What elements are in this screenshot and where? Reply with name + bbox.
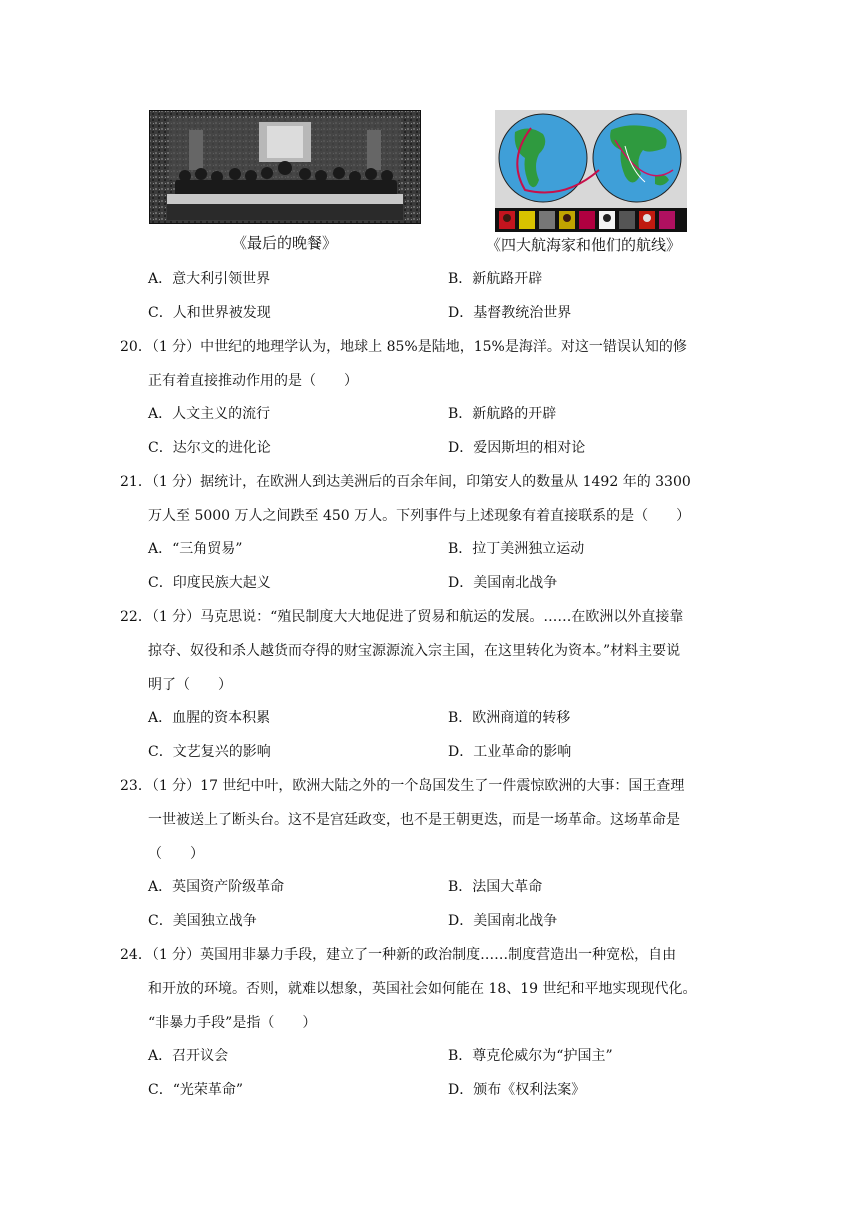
- option-a[interactable]: A．人文主义的流行: [148, 406, 271, 422]
- question-text: 正有着直接推动作用的是（ ）: [148, 373, 358, 389]
- last-supper-image: [149, 110, 421, 224]
- option-a[interactable]: A．血腥的资本积累: [148, 710, 271, 726]
- option-b[interactable]: B．尊克伦威尔为“护国主”: [448, 1048, 613, 1064]
- question-text: 明了（ ）: [148, 677, 232, 693]
- option-b[interactable]: B．新航路开辟: [448, 271, 543, 287]
- navigators-map-image: [495, 110, 687, 232]
- option-b[interactable]: B．新航路的开辟: [448, 406, 557, 422]
- last-supper-caption: 《最后的晚餐》: [232, 234, 338, 252]
- option-b[interactable]: B．欧洲商道的转移: [448, 710, 571, 726]
- option-a[interactable]: A．意大利引领世界: [148, 271, 271, 287]
- option-d[interactable]: D．爱因斯坦的相对论: [448, 440, 586, 456]
- navigators-map-caption: 《四大航海家和他们的航线》: [486, 236, 682, 254]
- option-c[interactable]: C．达尔文的进化论: [148, 440, 271, 456]
- question-text: 24．（1 分）英国用非暴力手段，建立了一种新的政治制度……制度营造出一种宽松，自由: [120, 947, 677, 963]
- question-text: 万人至 5000 万人之间跌至 450 万人。下列事件与上述现象有着直接联系的是（ ）: [148, 508, 691, 524]
- question-text: 22．（1 分）马克思说：“殖民制度大大地促进了贸易和航运的发展。……在欧洲以外直接靠: [120, 609, 684, 625]
- option-d[interactable]: D．工业革命的影响: [448, 744, 572, 760]
- option-a[interactable]: A．“三角贸易”: [148, 541, 243, 557]
- option-c[interactable]: C．“光荣革命”: [148, 1082, 244, 1098]
- option-d[interactable]: D．颁布《权利法案》: [448, 1082, 586, 1098]
- option-c[interactable]: C．印度民族大起义: [148, 575, 271, 591]
- option-d[interactable]: D．美国南北战争: [448, 913, 558, 929]
- question-text: 21．（1 分）据统计，在欧洲人到达美洲后的百余年间，印第安人的数量从 1492 年的 3300: [120, 474, 691, 490]
- question-text: 和开放的环境。否则，就难以想象，英国社会如何能在 18、19 世纪和平地实现现代化。: [148, 981, 697, 997]
- option-c[interactable]: C．人和世界被发现: [148, 305, 271, 321]
- question-text: 23．（1 分）17 世纪中叶，欧洲大陆之外的一个岛国发生了一件震惊欧洲的大事：国王查理: [120, 778, 685, 794]
- option-c[interactable]: C．文艺复兴的影响: [148, 744, 271, 760]
- option-b[interactable]: B．法国大革命: [448, 879, 543, 895]
- option-c[interactable]: C．美国独立战争: [148, 913, 257, 929]
- question-text: 掠夺、奴役和杀人越货而夺得的财宝源源流入宗主国，在这里转化为资本。”材料主要说: [148, 643, 681, 659]
- question-text: （ ）: [148, 846, 204, 862]
- question-text: 20．（1 分）中世纪的地理学认为，地球上 85%是陆地，15%是海洋。对这一错误认知的修: [120, 339, 687, 355]
- option-a[interactable]: A．英国资产阶级革命: [148, 879, 285, 895]
- question-text: 一世被送上了断头台。这不是宫廷政变，也不是王朝更迭，而是一场革命。这场革命是: [148, 812, 680, 828]
- question-text: “非暴力手段”是指（ ）: [148, 1015, 317, 1031]
- option-d[interactable]: D．美国南北战争: [448, 575, 558, 591]
- option-a[interactable]: A．召开议会: [148, 1048, 229, 1064]
- option-d[interactable]: D．基督教统治世界: [448, 305, 572, 321]
- option-b[interactable]: B．拉丁美洲独立运动: [448, 541, 585, 557]
